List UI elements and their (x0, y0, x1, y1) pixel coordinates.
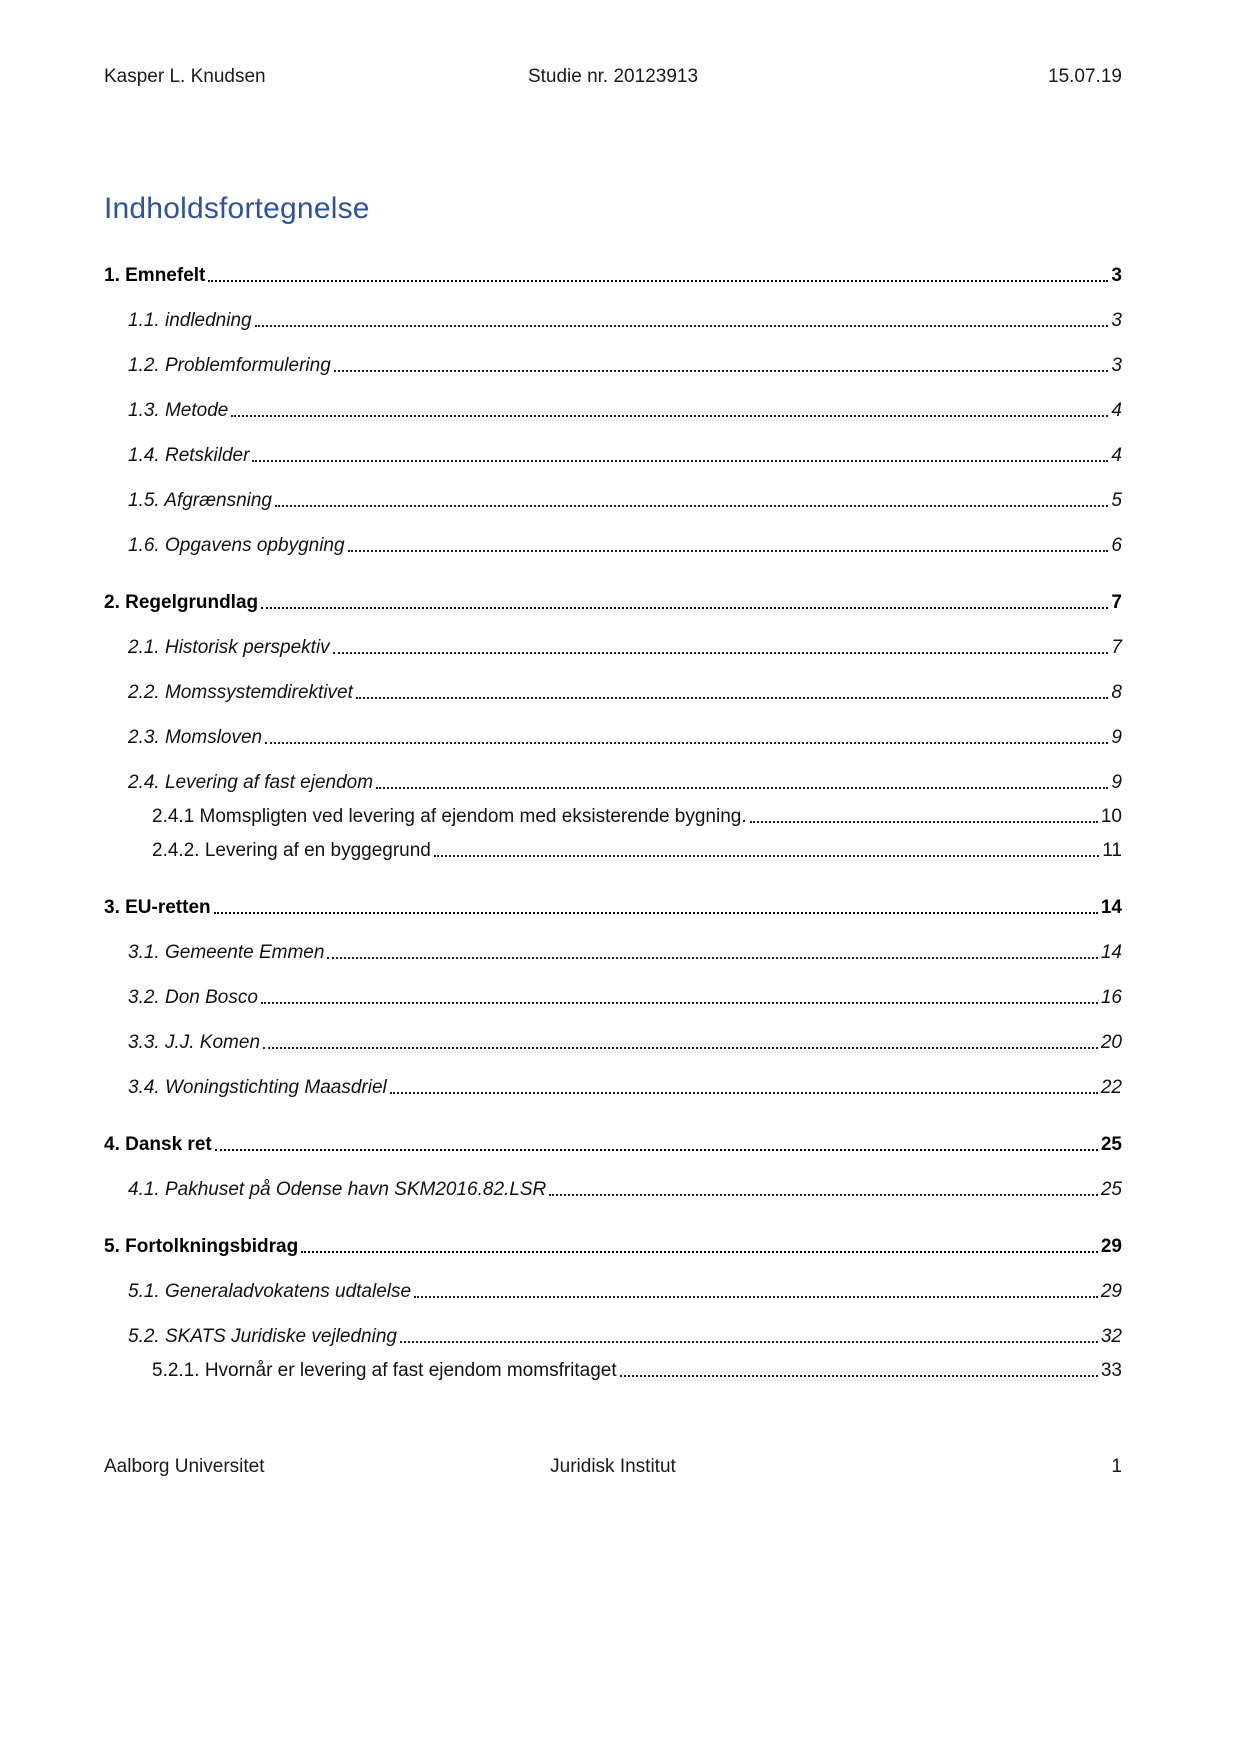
toc-entry-page-number: 9 (1111, 727, 1122, 748)
toc-dotted-leader (215, 1149, 1098, 1151)
footer-institution: Aalborg Universitet (104, 1456, 265, 1477)
toc-dotted-leader (400, 1341, 1098, 1343)
toc-entry-label: 5.2. SKATS Juridiske vejledning (128, 1326, 397, 1347)
toc-entry-page-number: 3 (1111, 355, 1122, 376)
toc-entry[interactable] (104, 727, 1122, 748)
page-footer (104, 1456, 1122, 1477)
toc-entry-page-number: 16 (1100, 987, 1122, 1008)
toc-dotted-leader (414, 1296, 1098, 1298)
toc-dotted-leader (261, 607, 1108, 609)
toc-entry[interactable] (104, 265, 1122, 286)
toc-dotted-leader (208, 280, 1108, 282)
toc-entry-label: 5.2.1. Hvornår er levering af fast ejendom momsfritaget (152, 1360, 617, 1381)
toc-entry-page-number: 3 (1111, 265, 1122, 286)
toc-entry-page-number: 9 (1111, 772, 1122, 793)
page-header (104, 66, 1122, 87)
toc-dotted-leader (549, 1194, 1098, 1196)
toc-entry-page-number: 29 (1100, 1236, 1122, 1257)
toc-dotted-leader (327, 957, 1097, 959)
toc-entry-label: 1.3. Metode (128, 400, 229, 421)
toc-entry[interactable] (104, 355, 1122, 376)
toc-entry[interactable] (104, 637, 1122, 658)
toc-entry-page-number: 7 (1111, 592, 1122, 613)
toc-entry-label: 3.1. Gemeente Emmen (128, 942, 325, 963)
toc-entry-label: 4. Dansk ret (104, 1134, 212, 1155)
toc-entry[interactable] (104, 310, 1122, 331)
toc-entry-label: 1.1. indledning (128, 310, 252, 331)
toc-dotted-leader (434, 855, 1099, 857)
toc-entry[interactable] (104, 987, 1122, 1008)
toc-dotted-leader (620, 1375, 1098, 1377)
toc-dotted-leader (376, 787, 1108, 789)
toc-entry-label: 2.3. Momsloven (128, 727, 263, 748)
toc-dotted-leader (252, 460, 1108, 462)
toc-entry-page-number: 7 (1111, 637, 1122, 658)
toc-entry-page-number: 3 (1111, 310, 1122, 331)
toc-entry[interactable] (104, 1236, 1122, 1257)
toc-entry-page-number: 6 (1111, 535, 1122, 556)
toc-entry-page-number: 22 (1100, 1077, 1122, 1098)
toc-entry-label: 4.1. Pakhuset på Odense havn SKM2016.82.LSR (128, 1179, 547, 1200)
toc-dotted-leader (265, 742, 1108, 744)
toc-entry-page-number: 11 (1102, 840, 1122, 861)
footer-department: Juridisk Institut (550, 1456, 676, 1477)
toc-dotted-leader (390, 1092, 1098, 1094)
toc-entry[interactable] (104, 942, 1122, 963)
toc-dotted-leader (214, 912, 1098, 914)
toc-entry-page-number: 8 (1111, 682, 1122, 703)
toc-entry[interactable] (104, 840, 1122, 861)
toc-dotted-leader (356, 697, 1109, 699)
toc-dotted-leader (263, 1047, 1098, 1049)
toc-entry-label: 2.1. Historisk perspektiv (128, 637, 330, 658)
toc-entry[interactable] (104, 682, 1122, 703)
toc-entry[interactable] (104, 806, 1122, 827)
toc-entry-label: 3. EU-retten (104, 897, 211, 918)
toc-entry-label: 3.3. J.J. Komen (128, 1032, 261, 1053)
toc-entry-page-number: 29 (1100, 1281, 1122, 1302)
toc-entry[interactable] (104, 445, 1122, 466)
toc-entry-label: 1. Emnefelt (104, 265, 206, 286)
page-title: Indholdsfortegnelse (104, 192, 370, 225)
toc-entry[interactable] (104, 1134, 1122, 1155)
toc-entry-page-number: 32 (1100, 1326, 1122, 1347)
toc-entry-page-number: 14 (1100, 942, 1122, 963)
toc-entry[interactable] (104, 897, 1122, 918)
table-of-contents (104, 265, 1122, 1381)
toc-entry-page-number: 14 (1100, 897, 1122, 918)
toc-entry[interactable] (104, 1032, 1122, 1053)
toc-entry[interactable] (104, 1077, 1122, 1098)
toc-entry-label: 1.2. Problemformulering (128, 355, 331, 376)
toc-dotted-leader (334, 370, 1109, 372)
toc-entry-label: 1.5. Afgrænsning (128, 490, 272, 511)
toc-dotted-leader (275, 505, 1108, 507)
toc-entry[interactable] (104, 535, 1122, 556)
toc-entry-page-number: 33 (1100, 1360, 1122, 1381)
toc-entry-page-number: 5 (1111, 490, 1122, 511)
toc-entry-page-number: 25 (1100, 1179, 1122, 1200)
toc-entry[interactable] (104, 400, 1122, 421)
toc-dotted-leader (348, 550, 1109, 552)
header-student-number: Studie nr. 20123913 (527, 66, 699, 87)
toc-entry[interactable] (104, 1360, 1122, 1381)
toc-entry-label: 3.2. Don Bosco (128, 987, 258, 1008)
toc-entry[interactable] (104, 490, 1122, 511)
toc-entry[interactable] (104, 592, 1122, 613)
toc-entry-page-number: 4 (1111, 400, 1122, 421)
toc-dotted-leader (750, 821, 1098, 823)
toc-entry-label: 5. Fortolkningsbidrag (104, 1236, 299, 1257)
toc-dotted-leader (261, 1002, 1098, 1004)
header-date: 15.07.19 (1048, 66, 1122, 87)
toc-entry-label: 5.1. Generaladvokatens udtalelse (128, 1281, 412, 1302)
toc-entry-label: 2.4. Levering af fast ejendom (128, 772, 374, 793)
toc-entry-label: 3.4. Woningstichting Maasdriel (128, 1077, 387, 1098)
toc-dotted-leader (301, 1251, 1098, 1253)
toc-entry-page-number: 4 (1111, 445, 1122, 466)
toc-dotted-leader (255, 325, 1109, 327)
header-author: Kasper L. Knudsen (104, 66, 266, 87)
toc-dotted-leader (231, 415, 1108, 417)
toc-entry[interactable] (104, 1281, 1122, 1302)
toc-entry-label: 2.4.1 Momspligten ved levering af ejendom med eksisterende bygning. (152, 806, 747, 827)
toc-entry[interactable] (104, 772, 1122, 793)
toc-entry-label: 1.4. Retskilder (128, 445, 250, 466)
toc-entry-label: 2.4.2. Levering af en byggegrund (152, 840, 431, 861)
toc-entry[interactable] (104, 1179, 1122, 1200)
toc-entry-label: 2. Regelgrundlag (104, 592, 259, 613)
toc-entry-label: 2.2. Momssystemdirektivet (128, 682, 353, 703)
footer-page-number: 1 (1111, 1456, 1122, 1477)
toc-entry[interactable] (104, 1326, 1122, 1347)
toc-entry-page-number: 10 (1100, 806, 1122, 827)
toc-dotted-leader (333, 652, 1109, 654)
toc-entry-page-number: 20 (1100, 1032, 1122, 1053)
toc-entry-label: 1.6. Opgavens opbygning (128, 535, 345, 556)
toc-entry-page-number: 25 (1100, 1134, 1122, 1155)
